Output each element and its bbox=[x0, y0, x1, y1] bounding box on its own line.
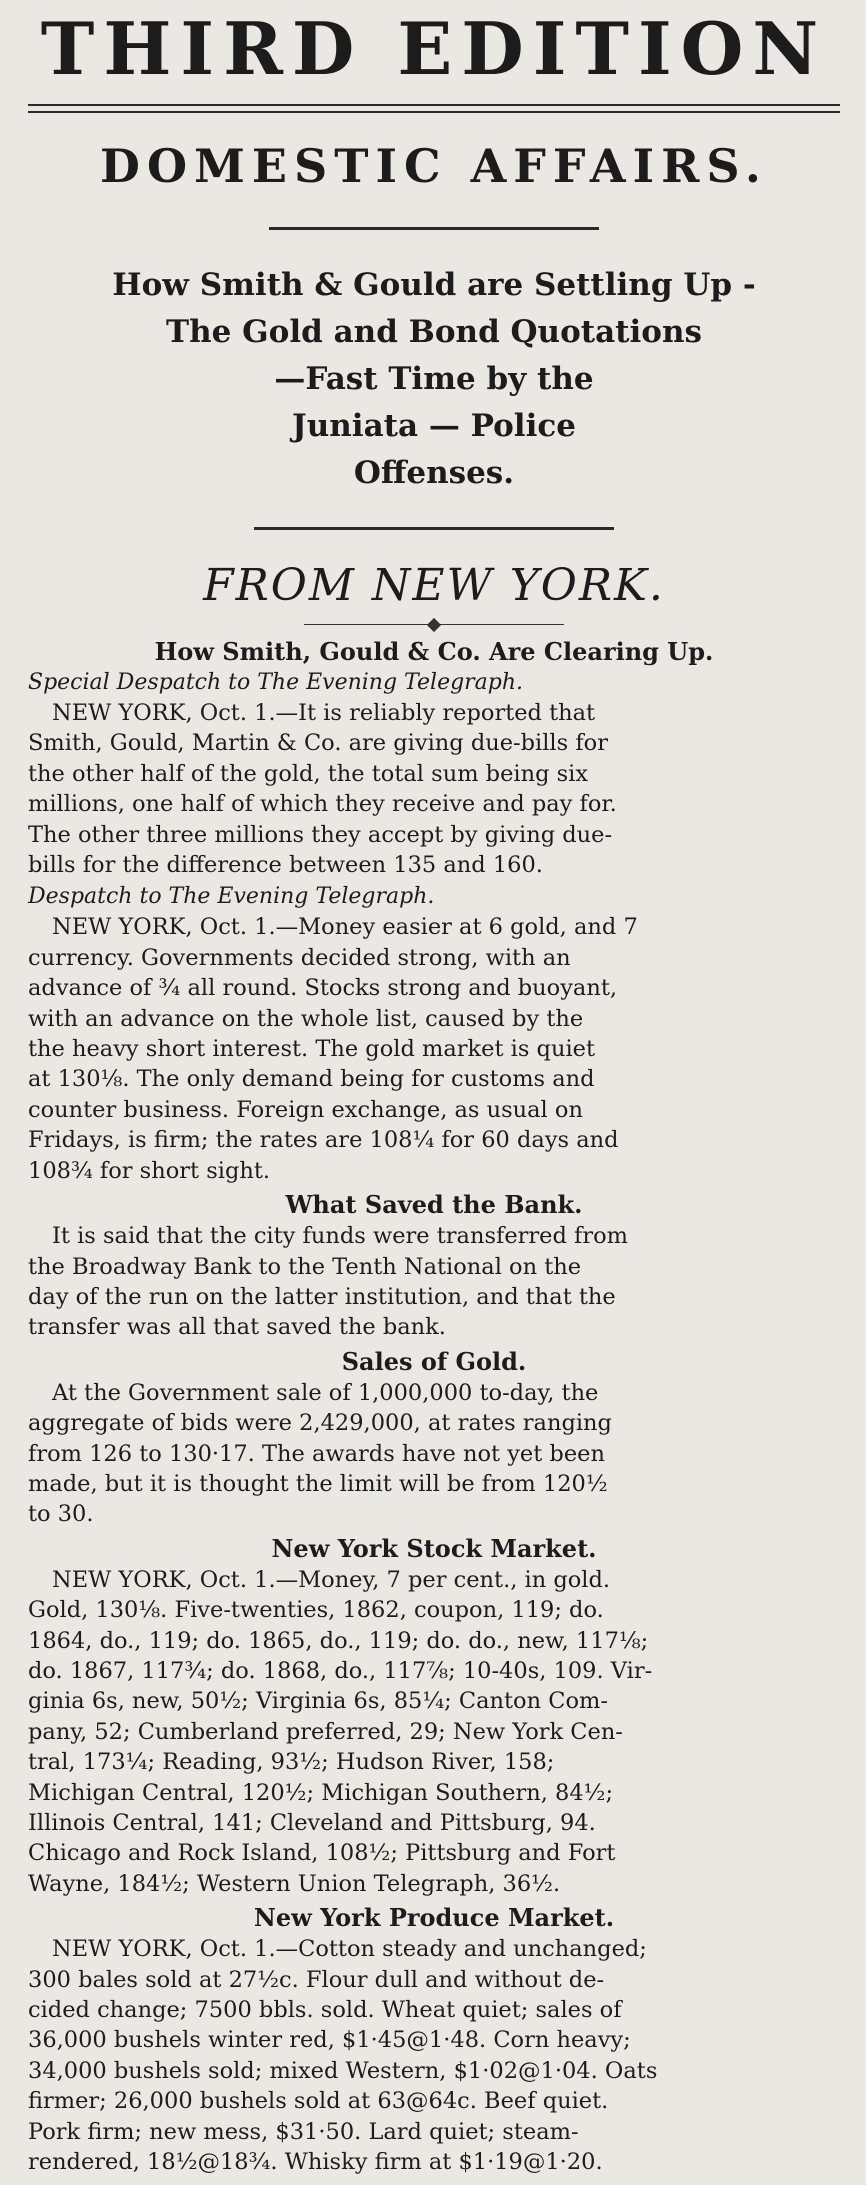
article-line: The other three millions they accept by giving due- bbox=[28, 821, 613, 848]
article-subhead: How Smith, Gould & Co. Are Clearing Up. bbox=[154, 637, 714, 666]
article-line: 36,000 bushels winter red, $1·45@1·48. Corn heavy; bbox=[28, 2027, 631, 2054]
article-line: cided change; 7500 bbls. sold. Wheat quiet; sales of bbox=[28, 1997, 622, 2024]
article-body bbox=[28, 1378, 840, 1530]
article-line: 1864, do., 119; do. 1865, do., 119; do. do., new, 117⅛; bbox=[28, 1627, 649, 1654]
article-body bbox=[28, 1934, 840, 2177]
section-rule bbox=[269, 227, 599, 230]
headline-rule bbox=[254, 527, 614, 530]
article-line: Gold, 130⅛. Five-twenties, 1862, coupon, 119; do. bbox=[28, 1597, 604, 1624]
article bbox=[28, 882, 840, 1186]
masthead-rule bbox=[28, 104, 840, 113]
masthead: THIRD EDITION bbox=[40, 6, 828, 91]
headline-line: Offenses. bbox=[353, 455, 515, 491]
article-line: NEW YORK, Oct. 1.—Money easier at 6 gold, and 7 bbox=[52, 914, 638, 941]
article-line: firmer; 26,000 bushels sold at 63@64c. Beef quiet. bbox=[28, 2088, 609, 2115]
article-line: Fridays, is firm; the rates are 108¼ for 60 days and bbox=[28, 1127, 619, 1154]
headline-line: How Smith & Gould are Settling Up - bbox=[112, 267, 756, 303]
article-line: tral, 173¼; Reading, 93½; Hudson River, 158; bbox=[28, 1749, 555, 1776]
article-line: It is said that the city funds were transferred from bbox=[52, 1223, 628, 1250]
article-line: rendered, 18½@18¾. Whisky firm at $1·19@1·20. bbox=[28, 2149, 603, 2176]
article-line: Michigan Central, 120½; Michigan Southern, 84½; bbox=[28, 1779, 614, 1806]
article bbox=[28, 1532, 840, 1899]
article bbox=[28, 1901, 840, 2177]
article-line: millions, one half of which they receive and pay for. bbox=[28, 791, 617, 818]
article-line: Smith, Gould, Martin & Co. are giving due-bills for bbox=[28, 730, 608, 757]
article-subhead: New York Stock Market. bbox=[271, 1533, 597, 1563]
section-title: DOMESTIC AFFAIRS. bbox=[100, 139, 768, 193]
article-line: NEW YORK, Oct. 1.—It is reliably reported that bbox=[52, 700, 596, 726]
article-line: do. 1867, 117¾; do. 1868, do., 117⅞; 10-40s, 109. Vir- bbox=[28, 1657, 653, 1684]
article-source: Despatch to The Evening Telegraph. bbox=[28, 884, 435, 910]
article-body bbox=[28, 1565, 840, 1899]
article bbox=[28, 635, 840, 880]
article-line: made, but it is thought the limit will be from 120½ bbox=[28, 1470, 608, 1497]
article-line: the heavy short interest. The gold market is quiet bbox=[28, 1036, 595, 1063]
article-source: Special Despatch to The Evening Telegraph. bbox=[28, 670, 524, 695]
article-subhead: Sales of Gold. bbox=[341, 1346, 527, 1376]
article-subhead: New York Produce Market. bbox=[253, 1903, 615, 1933]
headline-block bbox=[28, 262, 840, 497]
article-line: 34,000 bushels sold; mixed Western, $1·02@1·04. Oats bbox=[28, 2057, 658, 2084]
article bbox=[28, 1188, 840, 1343]
article-body bbox=[28, 912, 840, 1186]
headline-line: Juniata — Police bbox=[292, 408, 576, 444]
article-line: counter business. Foreign exchange, as usual on bbox=[28, 1096, 583, 1123]
headline-line: The Gold and Bond Quotations bbox=[166, 314, 702, 350]
article-line: 300 bales sold at 27½c. Flour dull and without de- bbox=[28, 1966, 605, 1993]
article-line: Wayne, 184½; Western Union Telegraph, 36½. bbox=[28, 1870, 561, 1897]
article-line: NEW YORK, Oct. 1.—Money, 7 per cent., in gold. bbox=[52, 1566, 611, 1593]
article-line: day of the run on the latter institution, and that the bbox=[28, 1283, 616, 1310]
article-line: aggregate of bids were 2,429,000, at rates ranging bbox=[28, 1410, 612, 1437]
article bbox=[28, 1345, 840, 1530]
article-body bbox=[28, 1221, 840, 1343]
article-line: Pork firm; new mess, $31·50. Lard quiet; steam- bbox=[28, 2118, 579, 2145]
department-title: FROM NEW YORK. bbox=[203, 560, 665, 611]
ornament-rule bbox=[304, 624, 564, 633]
articles bbox=[28, 635, 840, 2177]
article-line: transfer was all that saved the bank. bbox=[28, 1314, 446, 1341]
article-body bbox=[28, 698, 840, 880]
article-line: 108¾ for short sight. bbox=[28, 1157, 271, 1184]
article-line: At the Government sale of 1,000,000 to-day, the bbox=[52, 1379, 599, 1406]
article-line: the Broadway Bank to the Tenth National on the bbox=[28, 1253, 582, 1280]
article-line: to 30. bbox=[28, 1501, 94, 1528]
diamond-ornament-icon bbox=[427, 618, 441, 632]
article-line: Chicago and Rock Island, 108½; Pittsburg and Fort bbox=[28, 1840, 616, 1867]
article-line: ginia 6s, new, 50½; Virginia 6s, 85¼; Canton Com- bbox=[28, 1688, 608, 1715]
headline-line: —Fast Time by the bbox=[274, 361, 594, 397]
article-line: at 130⅛. The only demand being for customs and bbox=[28, 1066, 595, 1093]
article-line: currency. Governments decided strong, with an bbox=[28, 944, 571, 971]
article-line: NEW YORK, Oct. 1.—Cotton steady and unchanged; bbox=[52, 1936, 647, 1963]
article-subhead: What Saved the Bank. bbox=[285, 1190, 583, 1220]
article-line: advance of ¾ all round. Stocks strong and buoyant, bbox=[28, 975, 618, 1002]
article-line: bills for the difference between 135 and 160. bbox=[28, 852, 543, 879]
article-line: pany, 52; Cumberland preferred, 29; New York Cen- bbox=[28, 1718, 623, 1745]
article-line: from 126 to 130·17. The awards have not yet been bbox=[28, 1440, 605, 1467]
article-line: with an advance on the whole list, caused by the bbox=[28, 1005, 584, 1032]
article-line: the other half of the gold, the total sum being six bbox=[28, 760, 589, 787]
article-line: Illinois Central, 141; Cleveland and Pittsburg, 94. bbox=[28, 1810, 596, 1836]
